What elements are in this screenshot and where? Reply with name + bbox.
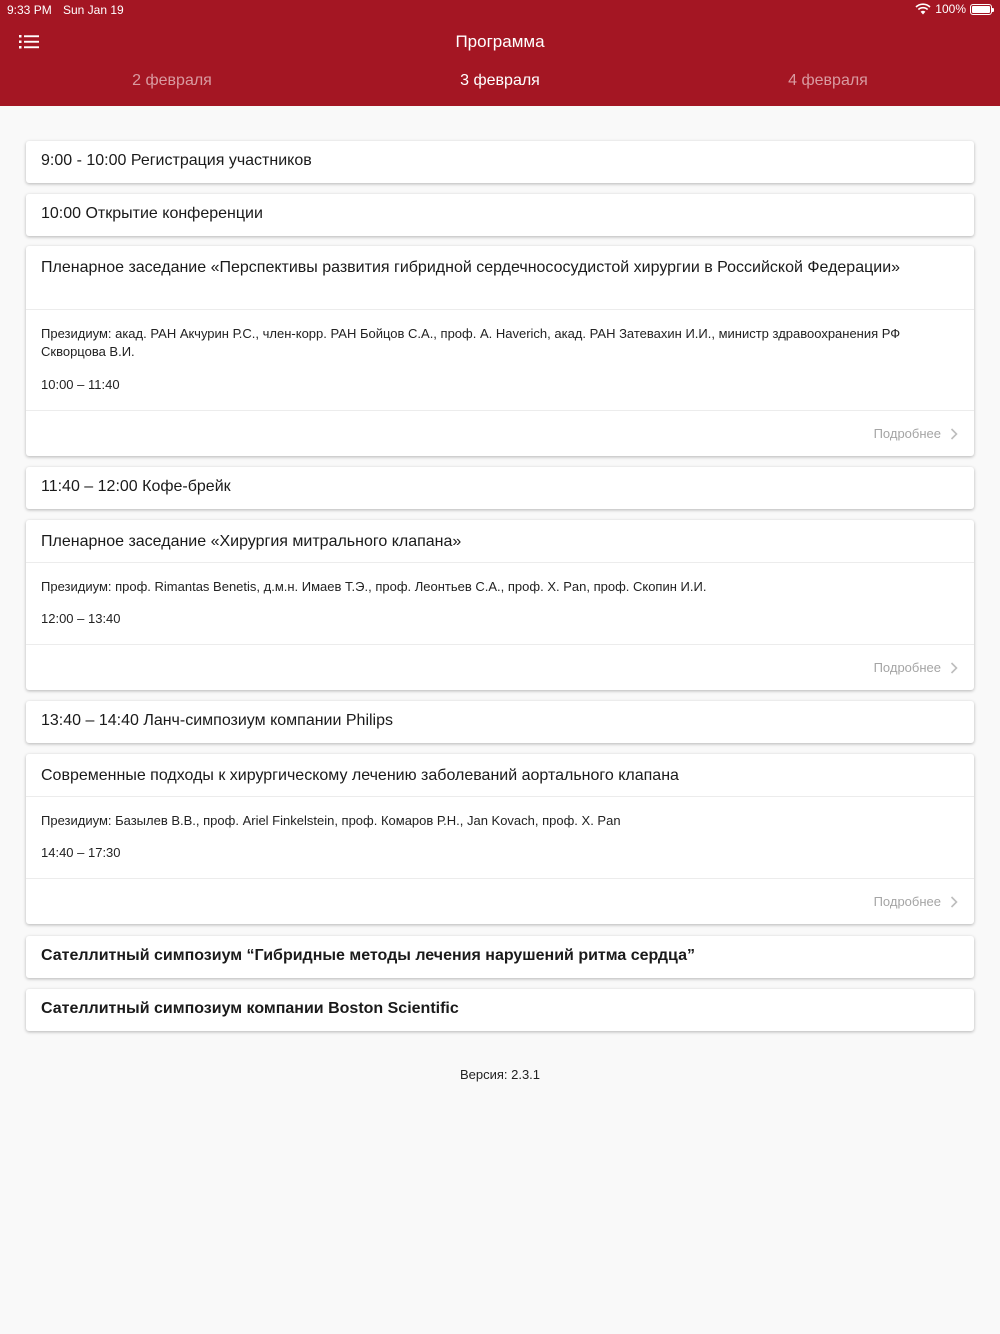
divider bbox=[26, 309, 974, 310]
item-title: 11:40 – 12:00 Кофе-брейк bbox=[41, 478, 231, 495]
session-time: 12:00 – 13:40 bbox=[41, 611, 121, 626]
more-button[interactable] bbox=[874, 426, 958, 441]
session-card-2 bbox=[26, 520, 974, 690]
divider bbox=[26, 796, 974, 797]
session-title: Пленарное заседание «Хирургия митрального клапана» bbox=[41, 533, 462, 550]
chevron-right-icon bbox=[950, 428, 958, 440]
item-title: 9:00 - 10:00 Регистрация участников bbox=[41, 152, 312, 169]
page-title: Программа bbox=[455, 32, 545, 51]
session-card-1 bbox=[26, 246, 974, 456]
tab-feb-3[interactable]: 3 февраля bbox=[460, 72, 540, 89]
divider bbox=[26, 644, 974, 645]
status-time: 9:33 PM bbox=[7, 3, 52, 17]
more-button[interactable] bbox=[874, 894, 958, 909]
chevron-right-icon bbox=[950, 896, 958, 908]
more-label: Подробнее bbox=[873, 426, 941, 441]
app-version: Версия: 2.3.1 bbox=[459, 1067, 541, 1082]
status-bar bbox=[0, 0, 1000, 20]
divider bbox=[26, 878, 974, 879]
session-title: Современные подходы к хирургическому лечению заболеваний аортального клапана bbox=[41, 767, 679, 784]
session-time: 14:40 – 17:30 bbox=[41, 845, 121, 860]
program-item-opening[interactable] bbox=[26, 194, 974, 236]
more-label: Подробнее bbox=[873, 660, 941, 675]
session-card-3 bbox=[26, 754, 974, 924]
divider bbox=[26, 410, 974, 411]
chevron-right-icon bbox=[950, 662, 958, 674]
divider bbox=[26, 562, 974, 563]
battery-icon bbox=[970, 4, 992, 15]
item-title: Сателлитный симпозиум компании Boston Scientific bbox=[41, 1000, 459, 1017]
program-item-satellite-1[interactable] bbox=[26, 936, 974, 978]
battery-percent: 100% bbox=[935, 2, 966, 16]
program-item-lunch-symposium[interactable] bbox=[26, 701, 974, 743]
date-tabs bbox=[0, 72, 1000, 98]
tab-feb-4[interactable]: 4 февраля bbox=[788, 72, 868, 89]
session-time: 10:00 – 11:40 bbox=[41, 377, 120, 392]
more-button[interactable] bbox=[874, 660, 958, 675]
status-date: Sun Jan 19 bbox=[63, 3, 124, 17]
item-title: 13:40 – 14:40 Ланч-симпозиум компании Philips bbox=[41, 712, 393, 729]
item-title: 10:00 Открытие конференции bbox=[41, 205, 263, 222]
session-presidium: Президиум: проф. Rimantas Benetis, д.м.н. Имаев Т.Э., проф. Леонтьев С.А., проф. X. Pan, проф. Скопин И.И. bbox=[41, 579, 707, 594]
program-item-coffee-break[interactable] bbox=[26, 467, 974, 509]
app-header bbox=[0, 0, 1000, 106]
more-label: Подробнее bbox=[873, 894, 941, 909]
session-title: Пленарное заседание «Перспективы развития гибридной сердечнососудистой хирургии в Российской Федерации» bbox=[41, 259, 901, 276]
program-item-satellite-2[interactable] bbox=[26, 989, 974, 1031]
status-right bbox=[915, 2, 992, 16]
program-item-registration[interactable] bbox=[26, 141, 974, 183]
session-presidium: Президиум: Базылев В.В., проф. Ariel Finkelstein, проф. Комаров Р.Н., Jan Kovach, проф. X. Pan bbox=[41, 813, 621, 828]
wifi-icon bbox=[915, 3, 931, 15]
session-presidium: Президиум: акад. РАН Акчурин Р.С., член-корр. РАН Бойцов С.А., проф. A. Haverich, акад. РАН Затевахин И.И., министр здравоохранения РФ Скворцова В.И. bbox=[41, 326, 901, 359]
item-title: Сателлитный симпозиум “Гибридные методы лечения нарушений ритма сердца” bbox=[41, 947, 695, 964]
tab-feb-2[interactable]: 2 февраля bbox=[132, 72, 212, 89]
